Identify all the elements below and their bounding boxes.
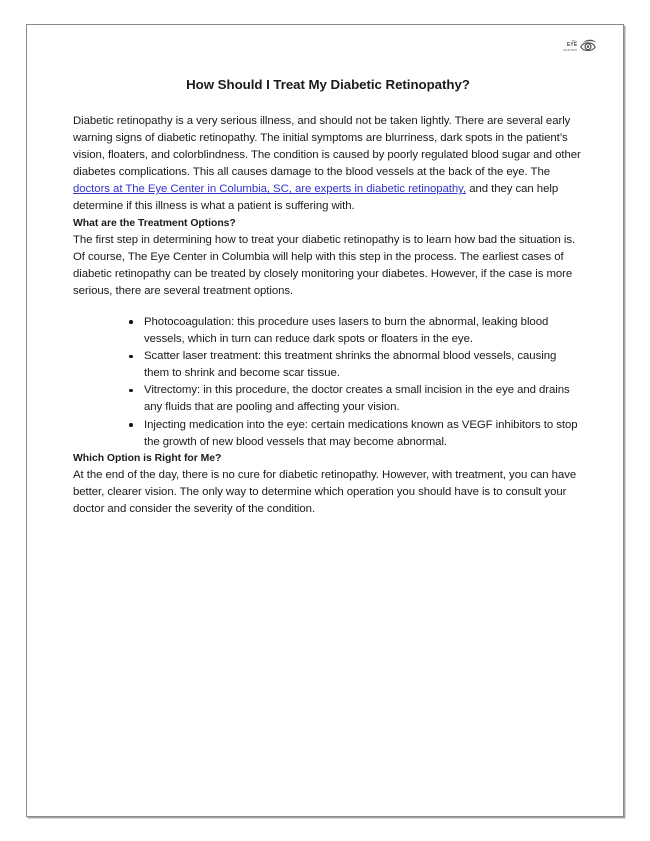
bullet-dot-icon	[129, 423, 133, 427]
intro-text-before-link: Diabetic retinopathy is a very serious illness, and should not be taken lightly. There are several early warning signs of diabetic retinopathy. The initial symptoms are blurriness, dark spots in the patient’s vision, floaters, and colorblindness. The condition is caused by poorly regulated blood sugar and other diabetes complications. This all causes damage to the blood vessels at the back of the eye. The	[73, 115, 581, 179]
bullet-dot-icon	[129, 320, 133, 324]
intro-text-after-link: and they can help determine if this illness is what a patient is suffering with.	[73, 183, 559, 213]
list-item	[73, 314, 583, 348]
list-item	[73, 417, 583, 451]
list-item-text: Photocoagulation: this procedure uses lasers to burn the abnormal, leaking blood vessels, which in turn can reduce dark spots or floaters in the eye.	[144, 315, 549, 346]
section-heading-which-option: Which Option is Right for Me?	[73, 452, 222, 464]
section-heading-treatment-options: What are the Treatment Options?	[73, 217, 236, 229]
list-item	[73, 348, 583, 382]
intro-paragraph	[73, 113, 583, 216]
page-title: How Should I Treat My Diabetic Retinopathy?	[186, 77, 470, 92]
section-body-which-option: At the end of the day, there is no cure for diabetic retinopathy. However, with treatment, you can have better, clearer vision. The only way to determine which operation you should have is to consult your doctor and consider the severity of the condition.	[73, 468, 577, 515]
list-item-text: Scatter laser treatment: this treatment shrinks the abnormal blood vessels, causing them to shrink and become scar tissue.	[144, 350, 557, 380]
logo-text-center: CENTER	[563, 47, 578, 52]
list-item	[73, 382, 583, 416]
list-item-text: Vitrectomy: in this procedure, the doctor creates a small incision in the eye and drains any fluids that are pooling and affecting your vision.	[144, 384, 570, 414]
eye-center-doctors-link[interactable]: doctors at The Eye Center in Columbia, SC, are experts in diabetic retinopathy,	[73, 183, 467, 196]
list-item-text: Injecting medication into the eye: certain medications known as VEGF inhibitors to stop the growth of new blood vessels that may become abnormal.	[144, 418, 578, 448]
document-body	[73, 35, 583, 518]
document-page	[26, 24, 624, 817]
logo-text-the: The	[571, 39, 578, 44]
logo-text-eye: EYE	[566, 42, 578, 49]
bullet-dot-icon	[129, 355, 133, 359]
section-body-treatment-options: The first step in determining how to treat your diabetic retinopathy is to learn how bad the situation is. Of course, The Eye Center in Columbia will help with this step in the process. The earliest cases of diabetic retinopathy can be treated by closely monitoring your diabetes. However, if the case is more serious, there are several treatment options.	[73, 233, 576, 297]
bullet-dot-icon	[129, 389, 133, 393]
treatment-options-list	[73, 314, 583, 451]
